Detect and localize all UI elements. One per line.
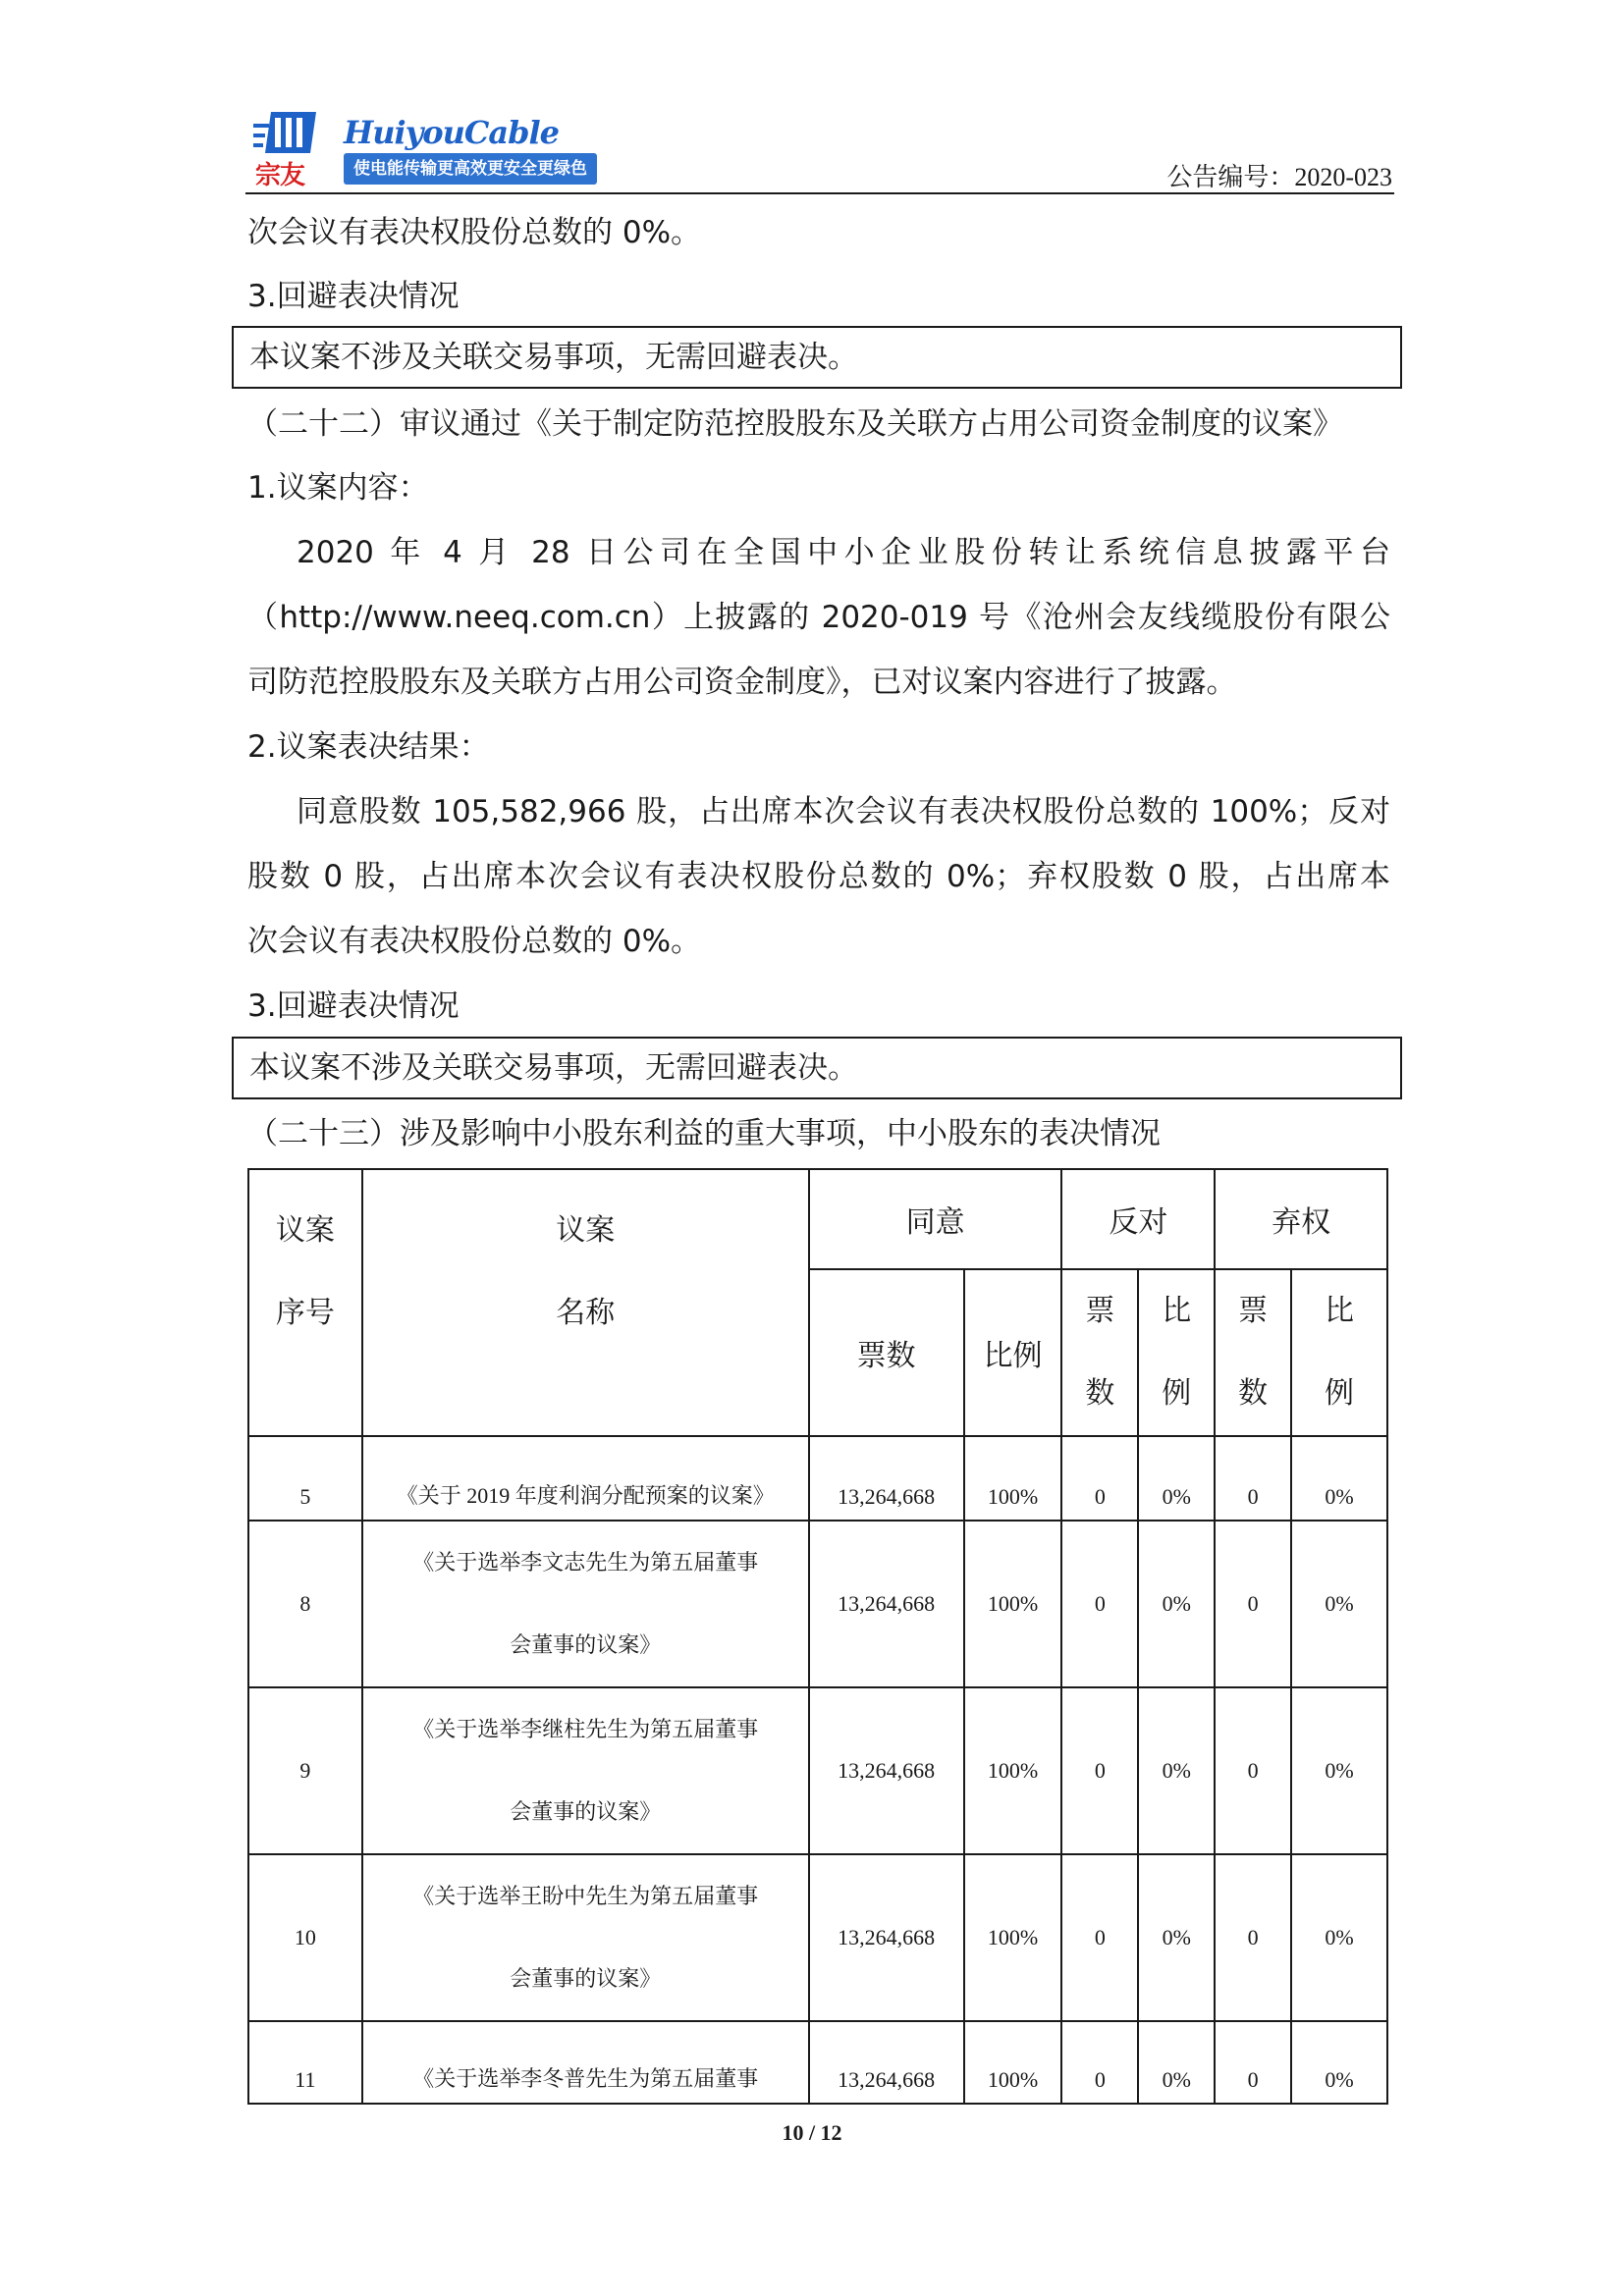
text-line: 同意股数 105,582,966 股，占出席本次会议有表决权股份总数的 100%；反对 <box>297 794 1390 829</box>
cell-agree-ratio: 100% <box>964 1687 1062 1854</box>
table-row <box>248 2021 1387 2104</box>
text-line: 次会议有表决权股份总数的 0%。 <box>247 215 702 250</box>
header-name-line2: 名称 <box>556 1296 616 1330</box>
text-line: 股数 0 股，占出席本次会议有表决权股份总数的 0%；弃权股数 0 股，占出席本 <box>247 859 1390 894</box>
text-line: 次会议有表决权股份总数的 0%。 <box>247 924 702 959</box>
header-char: 票 <box>1085 1294 1115 1328</box>
cell-name <box>362 2021 809 2104</box>
text-line: （http://www.neeq.com.cn）上披露的 2020-019 号《沧州会友线缆股份有限公 <box>247 600 1390 635</box>
cell-against-ratio: 0% <box>1138 1436 1215 1521</box>
table-row <box>248 1687 1387 1854</box>
cell-agree-votes: 13,264,668 <box>809 1687 964 1854</box>
cell-against-votes: 0 <box>1061 1687 1138 1854</box>
header-name-line1: 议案 <box>556 1213 616 1248</box>
header-char: 数 <box>1238 1376 1269 1411</box>
boxed-note: 本议案不涉及关联交易事项，无需回避表决。 <box>232 326 1402 389</box>
cell-name-line1: 《关于 2019 年度利润分配预案的议案》 <box>396 1483 775 1508</box>
header-agree-votes: 票数 <box>809 1269 964 1436</box>
cell-against-votes: 0 <box>1061 2021 1138 2104</box>
cell-seq: 5 <box>248 1436 362 1521</box>
section-title: 1.议案内容： <box>247 470 429 506</box>
cell-against-ratio: 0% <box>1138 1687 1215 1854</box>
cell-agree-votes: 13,264,668 <box>809 1854 964 2021</box>
cell-abstain-ratio: 0% <box>1291 1687 1387 1854</box>
cell-seq: 9 <box>248 1687 362 1854</box>
table-row <box>248 1521 1387 1687</box>
header-against-ratio <box>1138 1269 1215 1436</box>
cell-name-line1: 《关于选举李冬普先生为第五届董事 <box>412 2066 759 2091</box>
header-against: 反对 <box>1061 1169 1215 1269</box>
cell-agree-ratio: 100% <box>964 2021 1062 2104</box>
cell-agree-votes: 13,264,668 <box>809 1521 964 1687</box>
cell-name-line2: 会董事的议案》 <box>510 1632 662 1657</box>
table-row <box>248 1854 1387 2021</box>
header-char: 数 <box>1085 1376 1115 1411</box>
cell-agree-ratio: 100% <box>964 1436 1062 1521</box>
logo-english-text: HuiyouCable <box>344 114 559 151</box>
header-char: 比 <box>1162 1294 1192 1328</box>
header-seq-line2: 序号 <box>275 1296 335 1330</box>
cell-seq: 8 <box>248 1521 362 1687</box>
header-against-votes <box>1061 1269 1138 1436</box>
cell-against-ratio: 0% <box>1138 1521 1215 1687</box>
cell-abstain-votes: 0 <box>1215 1436 1291 1521</box>
header-seq-line1: 议案 <box>275 1213 335 1248</box>
cell-agree-votes: 13,264,668 <box>809 1436 964 1521</box>
item-title: （二十二）审议通过《关于制定防范控股股东及关联方占用公司资金制度的议案》 <box>247 406 1343 442</box>
text-line: 司防范控股股东及关联方占用公司资金制度》，已对议案内容进行了披露。 <box>247 665 1237 700</box>
table-row <box>248 1436 1387 1521</box>
cell-name <box>362 1436 809 1521</box>
cell-against-ratio: 0% <box>1138 2021 1215 2104</box>
cell-abstain-ratio: 0% <box>1291 1521 1387 1687</box>
cell-against-ratio: 0% <box>1138 1854 1215 2021</box>
cell-abstain-ratio: 0% <box>1291 1436 1387 1521</box>
cell-name-line1: 《关于选举李继柱先生为第五届董事 <box>412 1717 759 1741</box>
section-title: 2.议案表决结果： <box>247 729 490 765</box>
cell-abstain-votes: 0 <box>1215 2021 1291 2104</box>
header-abstain-votes <box>1215 1269 1291 1436</box>
section-title: 3.回避表决情况 <box>247 279 460 314</box>
cell-abstain-ratio: 0% <box>1291 1854 1387 2021</box>
cell-agree-votes: 13,264,668 <box>809 2021 964 2104</box>
section-title: 3.回避表决情况 <box>247 988 460 1024</box>
cell-abstain-votes: 0 <box>1215 1854 1291 2021</box>
vote-table <box>247 1168 1388 2105</box>
cell-against-votes: 0 <box>1061 1854 1138 2021</box>
company-logo <box>253 110 587 190</box>
cell-name <box>362 1854 809 2021</box>
header-abstain: 弃权 <box>1215 1169 1387 1269</box>
announcement-number: 公告编号：2020-023 <box>1166 163 1392 191</box>
cell-agree-ratio: 100% <box>964 1854 1062 2021</box>
cell-against-votes: 0 <box>1061 1521 1138 1687</box>
header-agree: 同意 <box>809 1169 1062 1269</box>
header-seq <box>248 1169 362 1436</box>
cell-name-line1: 《关于选举李文志先生为第五届董事 <box>412 1550 759 1575</box>
logo-chinese-text: 宗友 <box>255 161 305 190</box>
header-divider <box>245 192 1394 194</box>
header-char: 票 <box>1238 1294 1269 1328</box>
cell-against-votes: 0 <box>1061 1436 1138 1521</box>
header-abstain-ratio <box>1291 1269 1387 1436</box>
cell-seq: 10 <box>248 1854 362 2021</box>
cell-name <box>362 1521 809 1687</box>
cell-agree-ratio: 100% <box>964 1521 1062 1687</box>
page-number: 10 / 12 <box>782 2120 842 2145</box>
header-char: 例 <box>1325 1376 1355 1411</box>
cell-name <box>362 1687 809 1854</box>
cell-name-line2: 会董事的议案》 <box>510 1799 662 1824</box>
cell-seq: 11 <box>248 2021 362 2104</box>
header-char: 比 <box>1325 1294 1355 1328</box>
cell-abstain-ratio: 0% <box>1291 2021 1387 2104</box>
header-agree-ratio: 比例 <box>964 1269 1062 1436</box>
header-name <box>362 1169 809 1436</box>
cell-abstain-votes: 0 <box>1215 1521 1291 1687</box>
header-char: 例 <box>1162 1376 1192 1411</box>
cell-name-line2: 会董事的议案》 <box>510 1966 662 1991</box>
text-line: 2020 年 4 月 28 日公司在全国中小企业股份转让系统信息披露平台 <box>297 535 1390 570</box>
cell-name-line1: 《关于选举王盼中先生为第五届董事 <box>412 1884 759 1908</box>
boxed-note: 本议案不涉及关联交易事项，无需回避表决。 <box>232 1037 1402 1099</box>
cell-abstain-votes: 0 <box>1215 1687 1291 1854</box>
item-title: （二十三）涉及影响中小股东利益的重大事项，中小股东的表决情况 <box>247 1116 1161 1151</box>
logo-slogan: 使电能传输更高效更安全更绿色 <box>344 153 597 185</box>
